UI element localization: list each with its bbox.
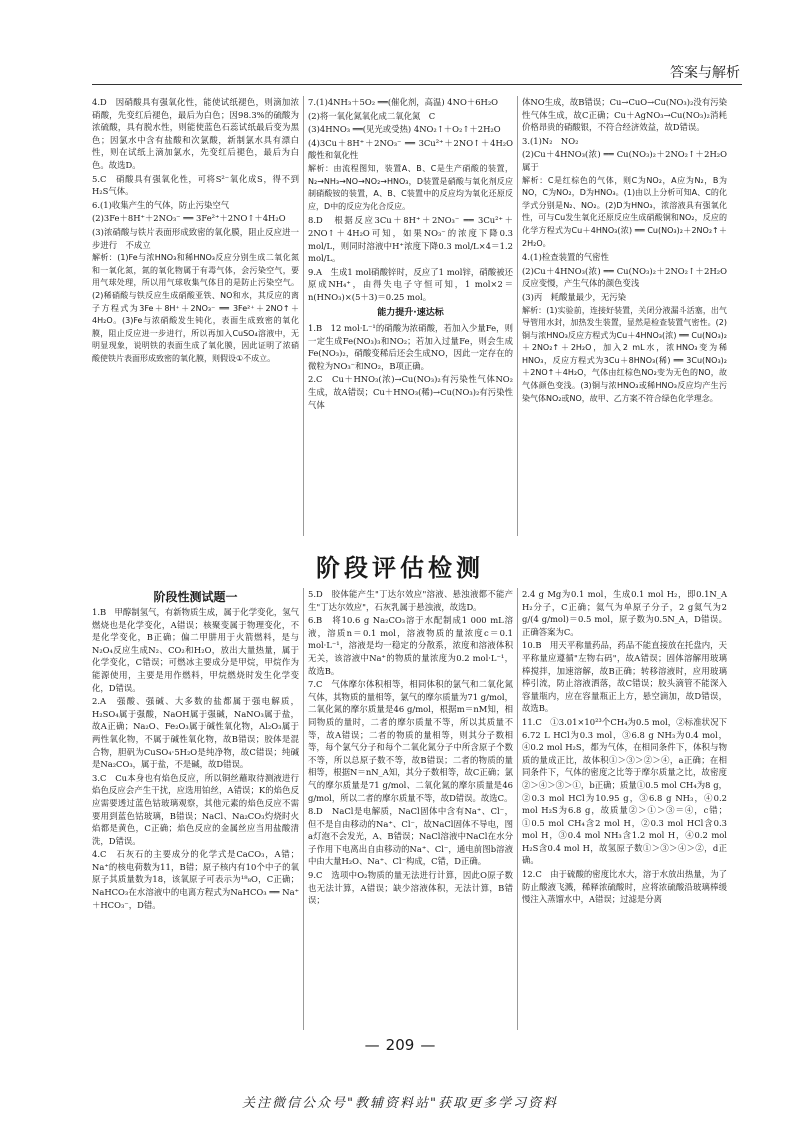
- answer-item: 8.D 根据反应3Cu＋8H⁺＋2NO₃⁻ ══ 3Cu²⁺＋2NO↑＋4H₂O可知，如果NO₃⁻的浓度下降0.3 mol/L，则同时溶液中H⁺浓度下降0.3 mol/L×4＝1.2 mol/L。: [308, 215, 513, 264]
- answer-item: (2)Cu＋4HNO₃(浓) ══ Cu(NO₃)₂＋2NO₂↑＋2H₂O 反应变慢，产生气体的颜色变浅: [522, 265, 736, 289]
- test-title: 阶段性测试题一: [153, 590, 238, 604]
- answer-item: 体NO生成，故B错误；Cu→CuO→Cu(NO₃)₂没有污染性气体生成，故C正确；Cu＋AgNO₃→Cu(NO₃)₂消耗价格昂贵的硝酸银，不符合经济效益，故D错误。: [522, 97, 727, 133]
- answer-item: 2.C Cu＋HNO₃(浓)→Cu(NO₃)₂有污染性气体NO₂生成，故A错误；Cu＋HNO₃(稀)→Cu(NO₃)₂有污染性气体: [308, 374, 513, 410]
- answer-item: 7.(1)4NH₃＋5O₂ ══(催化剂，高温) 4NO＋6H₂O: [308, 97, 499, 107]
- column-divider: [517, 588, 518, 1030]
- answer-item: 1.B 12 mol·L⁻¹的硝酸为浓硝酸，若加入少量Fe，则一定生成Fe(NO₃)₃和NO₂；若加入过量Fe，则会生成Fe(NO₃)₂，硝酸变稀后还会生成NO，因此一定存在的微粒为NO₃⁻和NO₂，B项正确。: [308, 323, 513, 371]
- test-column-3: [522, 588, 727, 1030]
- footer-note: 关注微信公众号"教辅资料站"获取更多学习资料: [242, 1096, 558, 1111]
- column-divider: [303, 588, 304, 1030]
- answer-item: 2.A 强酸、强碱、大多数的盐都属于强电解质，H₂SO₄属于强酸，NaOH属于强碱，NaNO₃属于盐，故A正确；Na₂O、Fe₂O₃属于碱性氧化物，Al₂O₃属于两性氧化物，不属于碱性氧化物，故B错误；胶体是混合物，胆矾为CuSO₄·5H₂O是纯净物，故C错误；纯碱是Na₂CO₃，属于盐，不是碱，故D错误。: [92, 696, 299, 770]
- answer-item: 5.D 胶体能产生"丁达尔效应"溶液、悬浊液都不能产生"丁达尔效应"，石灰乳属于悬浊液，故选D。: [308, 589, 513, 612]
- answer-column-3: [522, 96, 736, 536]
- test-column-1: [92, 606, 299, 1030]
- answer-item: 7.C 气体摩尔体积相等，相同体积的氯气和二氧化氮气体，其物质的量相等，氯气的摩尔质量为71 g/mol，二氧化氮的摩尔质量是46 g/mol，根据m＝nM知，相同物质的量时，二者的摩尔质量不等，所以其质量不等，故A错误；二者的物质的量相等，则其分子数相等，每个氯气分子和每个二氧化氮分子中所含原子个数不等，所以总原子数不等，故B错误；二者的物质的量相等，根据N＝nN_A知，其分子数相等，故C正确；氯气的摩尔质量是71 g/mol、二氧化氮的摩尔质量是46 g/mol，所以二者的摩尔质量不等，故D错误。故选C。: [308, 679, 513, 803]
- answer-item: 4.D 因硝酸具有强氧化性，能使试纸褪色，则滴加浓硝酸，先变红后褪色，最后为白色；因98.3%的硫酸为浓硫酸，具有脱水性，则能使蓝色石蕊试纸最后变为黑色；因氯水中含有盐酸和次氯酸，新制氯水具有漂白性，则在试纸上滴加氯水，先变红后褪色，最后为白色。故选D。: [92, 97, 299, 170]
- answer-item: 10.B 用天平称量药品，药品不能直接放在托盘内，天平称量应遵循"左物右码"，故A错误；固体溶解用玻璃棒搅拌，加速溶解，故B正确；转移溶液时，应用玻璃棒引流，防止溶液洒落，故C错误；胶头滴管不能深入容量瓶内，应在容量瓶正上方，悬空滴加，故D错误，故选B。: [522, 640, 727, 714]
- answer-item: 6.(1)收集产生的气体，防止污染空气: [92, 199, 230, 210]
- explanation: 解析：(1)实验前，连接好装置，关闭分液漏斗活塞，出气导管用水封，加热发生装置，显然是检查装置气密性。(2)铜与浓HNO₃反应方程式为Cu＋4HNO₃(浓) ══ Cu(NO₃)₂＋2NO₂↑＋2H₂O，加入2 mL水，浓HNO₃变为稀HNO₃，反应方程式为3Cu＋8HNO₃(稀) ══ 3Cu(NO₃)₂＋2NO↑＋4H₂O，气体由红棕色NO₂变为无色的NO，故气体颜色变浅。(3)铜与浓HNO₃或稀HNO₃反应均产生污染气体NO₂或NO，故甲、乙方案不符合绿色化学理念。: [522, 305, 727, 403]
- header-rule: [92, 84, 742, 85]
- page-number: — 209 —: [0, 1036, 800, 1054]
- answer-item: 3.C Cu本身也有焰色反应，所以铜丝蘸取待测液进行焰色反应会产生干扰，应选用铂丝，A错误；K的焰色反应需要透过蓝色钴玻璃观察，其他元素的焰色反应不需要用到蓝色钴玻璃，B错误；NaCl、Na₂CO₃灼烧时火焰都是黄色，C正确；焰色反应的金属丝应当用盐酸清洗，D错误。: [92, 772, 299, 846]
- answer-item: 3.(1)N₂ NO₂: [522, 135, 579, 146]
- subsection-heading: 能力提升·速达标: [377, 307, 444, 318]
- answer-item: (3)4HNO₃ ══(见光或受热) 4NO₂↑＋O₂↑＋2H₂O: [308, 124, 501, 135]
- answer-item: (2)将一氧化氮氧化成二氧化氮 C: [308, 110, 436, 121]
- answer-item: 4.(1)检查装置的气密性: [522, 252, 609, 263]
- answer-column-2: [308, 96, 522, 536]
- answer-item: (2)Cu＋4HNO₃(浓) ══ Cu(NO₃)₂＋2NO₂↑＋2H₂O 属于: [522, 149, 736, 172]
- answer-item: 12.C 由于硫酸的密度比水大，溶于水放出热量，为了防止酸液飞溅，稀释浓硫酸时，应将浓硫酸沿玻璃棒缓慢注入蒸馏水中，A错误；过滤是分离: [522, 869, 727, 905]
- test-column-2: [308, 588, 513, 1030]
- column-divider: [517, 96, 518, 536]
- answer-item: 9.A 生成1 mol硝酸锌时，反应了1 mol锌，硝酸被还原成NH₄⁺，由得失电子守恒可知，1 mol×2＝n(HNO₃)×(5＋3)＝0.25 mol。: [308, 266, 513, 302]
- explanation: 解析：(1)Fe与浓HNO₃和稀HNO₃反应分别生成二氧化氮和一氧化氮，氮的氧化物属于有毒气体，会污染空气，要用气球处理，所以用气球收集气体目的是防止污染空气。(2)稀硝酸与铁反应生成硝酸亚铁、NO和水，其反应的离子方程式为3Fe＋8H⁺＋2NO₃⁻ ══ 3Fe²⁺＋2NO↑＋4H₂O。(3)Fe与浓硝酸发生钝化，表面生成致密的氧化膜，阻止反应进一步进行，所以再加入CuSO₄溶液中，无明显现象，说明铁的表面生成了氧化膜，因此证明了浓硝酸使铁片表面形成致密的氧化膜，则假设①不成立。: [92, 253, 299, 363]
- answer-item: 5.C 硝酸具有强氧化性，可将S²⁻氧化成S，得不到H₂S气体。: [92, 173, 299, 197]
- answer-item: 11.C ①3.01×10²³个CH₄为0.5 mol，②标准状况下6.72 L HCl为0.3 mol，③6.8 g NH₃为0.4 mol，④0.2 mol H₂S，都为气体，在相同条件下，体积与物质的量成正比，故体积①＞③＞②＞④，a正确；在相同条件下，气体的密度之比等于摩尔质量之比，故密度②＞④＞③＞①，b正确；质量①0.5 mol CH₄为8 g，②0.3 mol HCl为10.95 g，③6.8 g NH₃，④0.2 mol H₂S为6.8 g，故质量②＞①＞③＝④，c错；①0.5 mol CH₄含2 mol H，②0.3 mol HCl含0.3 mol H，③0.4 mol NH₃含1.2 mol H，④0.2 mol H₂S含0.4 mol H，故氢原子数①＞③＞④＞②，d正确。: [522, 716, 727, 866]
- answer-item: 8.D NaCl是电解质，NaCl固体中含有Na⁺、Cl⁻，但不是自由移动的Na⁺、Cl⁻，故NaCl固体不导电，图a灯泡不会发光，A、B错误；NaCl溶液中NaCl在水分子作用下电离出自由移动的Na⁺、Cl⁻，通电前图b溶液中由大量H₂O、Na⁺、Cl⁻构成，C错，D正确。: [308, 806, 513, 867]
- header-title: 答案与解析: [670, 65, 740, 81]
- answer-item: 4.C 石灰石的主要成分的化学式是CaCO₃，A错；Na⁺的核电荷数为11，B错；原子核内有10个中子的氧原子其质量数为18，该氧原子可表示为¹⁸₈O，C正确；NaHCO₃在水溶液中的电离方程式为NaHCO₃ ══ Na⁺＋HCO₃⁻，D错。: [92, 849, 299, 910]
- explanation: 解析：由流程图知，装置A、B、C是生产硝酸的装置，N₂→NH₃→NO→NO₂→HNO₃，D装置是硝酸与氧化剂反应制硝酸铵的装置，A、B、C装置中的反应均为氧化还原反应，D中的反应为化合反应。: [308, 163, 513, 211]
- explanation: 解析：C是红棕色的气体，则C为NO₂，A应为N₂，B为NO，C为NO₂，D为HNO₃。(1)由以上分析可知A、C的化学式分别是N₂、NO₂。(2)D为HNO₃，浓溶液具有强氧化性，可与Cu发生氧化还原反应生成硝酸铜和NO₂，反应的化学方程式为Cu＋4HNO₃(浓) ══ Cu(NO₃)₂＋2NO₂↑＋2H₂O。: [522, 175, 727, 248]
- answer-column-1: [92, 96, 299, 536]
- answer-item: 1.B 甲醇制氢气，有新物质生成，属于化学变化，氢气燃烧也是化学变化，A错误；核聚变属于物理变化，不是化学变化，B正确；偏二甲肼用于火箭燃料，是与N₂O₄反应生成N₂、CO₂和H₂O，放出大量热量，属于化学变化，C错误；可燃冰主要成分是甲烷，甲烷作为能源使用，主要是用作燃料，甲烷燃烧时发生化学变化，D错误。: [92, 607, 299, 693]
- answer-item: 6.B 将10.6 g Na₂CO₃溶于水配制成1 000 mL溶液，溶质n＝0.1 mol，溶液物质的量浓度c＝0.1 mol·L⁻¹，溶液是均一稳定的分散系，浓度和溶液体积无关，该溶液中Na⁺的物质的量浓度为0.2 mol·L⁻¹，故选B。: [308, 615, 513, 676]
- answer-item: (3)丙 耗酸量最少，无污染: [522, 291, 626, 302]
- section-title: 阶段评估检测: [316, 554, 484, 582]
- column-divider: [303, 96, 304, 536]
- answer-item: (4)3Cu＋8H⁺＋2NO₃⁻ ══ 3Cu²⁺＋2NO↑＋4H₂O 酸性和氧化性: [308, 137, 522, 161]
- answer-item: 2.4 g Mg为0.1 mol，生成0.1 mol H₂，即0.1N_A H₂分子，C正确；氦气为单原子分子，2 g氦气为2 g/(4 g/mol)＝0.5 mol，原子数为0.5N_A，D错误。正确答案为C。: [522, 589, 727, 637]
- answer-item: (2)3Fe＋8H⁺＋2NO₃⁻ ══ 3Fe²⁺＋2NO↑＋4H₂O: [92, 213, 286, 224]
- answer-item: 9.C 选项中O₂物质的量无法进行计算，因此O原子数也无法计算，A错误；缺少溶液体积，无法计算，B错误；: [308, 870, 513, 906]
- answer-item: (3)浓硝酸与铁片表面形成致密的氧化膜，阻止反应进一步进行 不成立: [92, 226, 299, 250]
